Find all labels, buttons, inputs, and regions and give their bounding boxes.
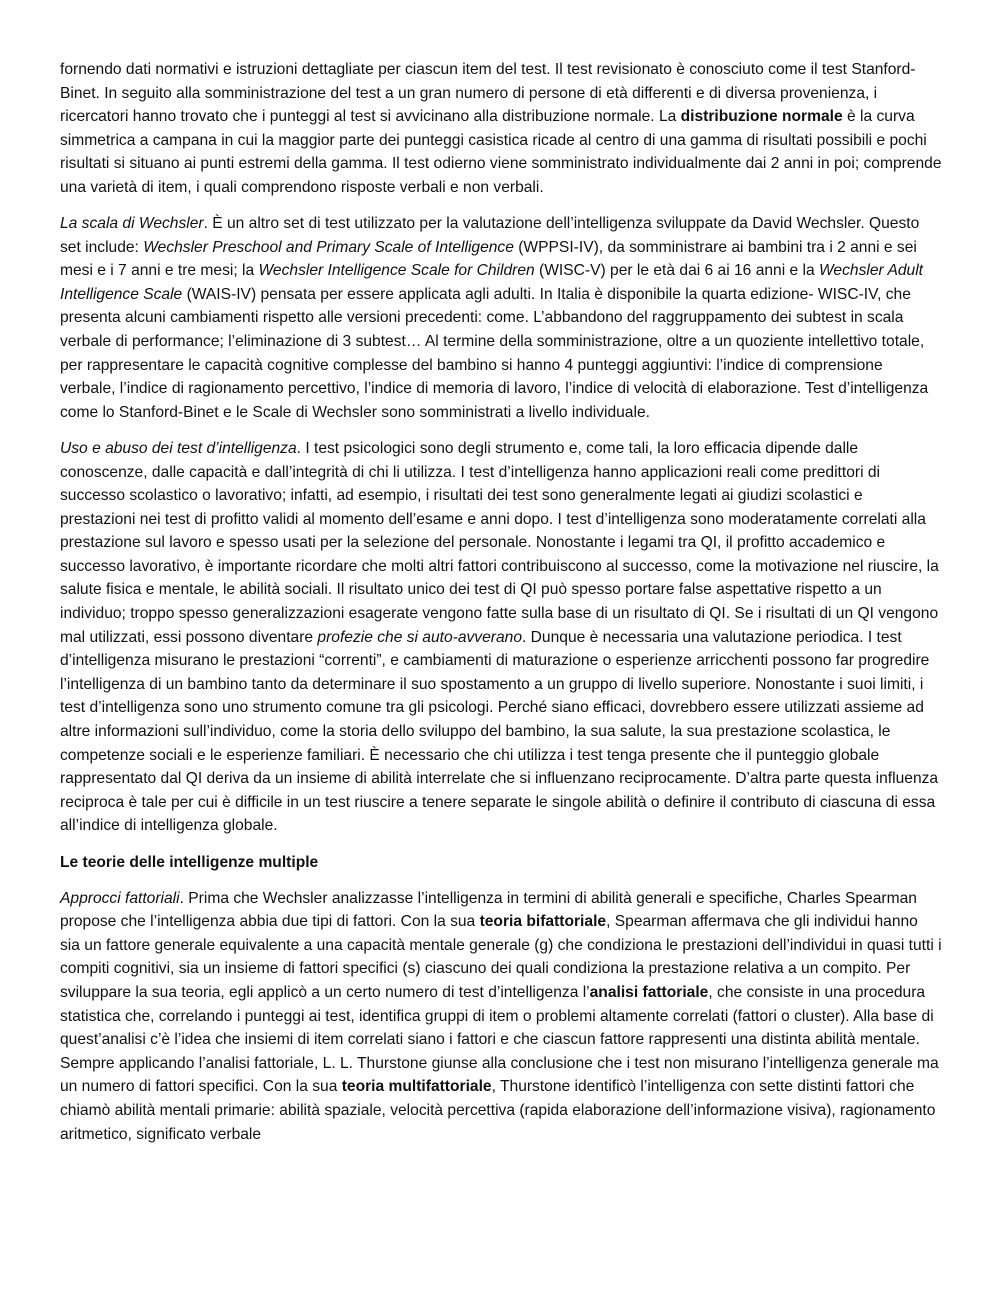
text-run: . È un altro set di test utilizzato per la valutazione dell’intelligenza sviluppate da David Wechsler. Questo set include: bbox=[60, 215, 920, 256]
italic-term: Wechsler Intelligence Scale for Children bbox=[258, 262, 535, 280]
bold-term: distribuzione normale bbox=[680, 108, 843, 126]
text-run: (WPPSI-IV), da somministrare ai bambini tra i 2 anni e sei mesi e i 7 anni e tre mesi; la bbox=[60, 238, 917, 280]
text-run: è la curva simmetrica a campana in cui la maggior parte dei punteggi casistica ricade al centro di una gamma di risultati possibili e pochi risultati si situano ai punti estremi della gamma. Il test odierno viene somministrato individualmente dai 2 anni in poi; comprende una varietà di item, i quali comprendono risposte verbali e non verbali. bbox=[60, 108, 942, 196]
italic-term: profezie che si auto-avverano bbox=[317, 628, 522, 646]
document-body bbox=[60, 58, 942, 1146]
paragraph-wechsler bbox=[60, 212, 942, 424]
text-run: . I test psicologici sono degli strumento e, come tali, la loro efficacia dipende dalle conoscenze, dalle capacità e dall’integrità di chi li utilizza. I test d’intelligenza hanno applicazioni reali come predittori di successo scolastico o lavorativo; infatti, ad esempio, i risultati dei test sono generalmente legati ai giudizi scolastici e prestazioni nei test di profitto validi al momento dell’esame e anni dopo. I test d’intelligenza sono moderatamente correlati alla prestazione sul lavoro e spesso usati per la selezione del personale. Nonostante i legami tra QI, il profitto accademico e successo lavorativo, è importante ricordare che molti altri fattori contribuiscono al successo, come la motivazione nel riuscire, la salute fisica e mentale, le abilità sociali. Il risultato unico dei test di QI può spesso portare false aspettative rispetto a un individuo; troppo spesso generalizzazioni esagerate vengono fatte sulla base di un risultato di QI. Se i risultati di un QI vengono mal utilizzati, essi possono diventare bbox=[60, 439, 939, 646]
italic-term: Wechsler Adult Intelligence Scale bbox=[60, 262, 923, 303]
text-run: . Prima che Wechsler analizzasse l’intelligenza in termini di abilità generali e specifiche, Charles Spearman propose che l’intelligenza abbia due tipi di fattori. Con la sua bbox=[60, 889, 917, 931]
section-heading-intelligenze-multiple bbox=[60, 851, 942, 875]
text-run: , che consiste in una procedura statistica che, correlando i punteggi ai test, identifica gruppi di item o problemi altamente correlati (fattori o cluster). Alla base di quest’analisi c’è l’idea che insiemi di item correlati siano i fattori e che ciascun fattore rappresenti una distinta abilità mentale. Sempre applicando l’analisi fattoriale, L. L. Thurstone giunse alla conclusione che i test non misurano l’intelligenza generale ma un numero di fattori specifici. Con la sua bbox=[60, 983, 939, 1096]
text-run: . Dunque è necessaria una valutazione periodica. I test d’intelligenza misurano le prestazioni “correnti”, e cambiamenti di maturazione o esperienze arricchenti possono far progredire l’intelligenza di un bambino tanto da determinare il suo spostamento a un gruppo di livello superiore. Nonostante i suoi limiti, i test d’intelligenza sono uno strumento comune tra gli psicologi. Perché siano efficaci, dovrebbero essere utilizzati assieme ad altre informazioni sull’individuo, come la storia dello sviluppo del bambino, la sua salute, la sua prestazione scolastica, le competenze sociali e le esperienze familiari. È necessario che chi utilizza i test tenga presente che il punteggio globale rappresentato dal QI deriva da un insieme di abilità interrelate che si influenzano reciprocamente. D’altra parte questa influenza reciproca è tale per cui è difficile in un test riuscire a tenere separate le singole abilità o definire il contributo di ciascuna di essa all’indice di intelligenza globale. bbox=[60, 628, 939, 835]
text-run: fornendo dati normativi e istruzioni dettagliate per ciascun item del test. Il test revisionato è conosciuto come il test Stanford-Binet. In seguito alla somministrazione del test a un gran numero di persone di età differenti e di diversa provenienza, i ricercatori hanno trovato che i punteggi al test si avvicinano alla distribuzione normale. La bbox=[60, 61, 916, 126]
paragraph-approcci-fattoriali bbox=[60, 887, 942, 1147]
text-run: Le teorie delle intelligenze multiple bbox=[60, 853, 319, 871]
bold-term: teoria multifattoriale bbox=[341, 1078, 492, 1096]
paragraph-stanford-binet bbox=[60, 58, 942, 200]
text-run: (WISC-V) per le età dai 6 ai 16 anni e la bbox=[534, 262, 819, 280]
bold-term: teoria bifattoriale bbox=[479, 913, 607, 931]
text-run: , Spearman affermava che gli individui hanno sia un fattore generale equivalente a una capacità mentale generale (g) che condiziona le prestazioni dell’individui in quasi tutti i compiti cognitivi, sia un insieme di fattori specifici (s) ciascuno dei quali condiziona la prestazione relativa a un compito. Per sviluppare la sua teoria, egli applicò a un certo numero di test d’intelligenza l’ bbox=[60, 913, 942, 1001]
italic-term: Uso e abuso dei test d’intelligenza bbox=[60, 439, 297, 457]
paragraph-uso-abuso bbox=[60, 437, 942, 838]
italic-term: Approcci fattoriali bbox=[60, 889, 180, 907]
bold-term: analisi fattoriale bbox=[589, 983, 709, 1001]
text-run: (WAIS-IV) pensata per essere applicata agli adulti. In Italia è disponibile la quarta edizione- WISC-IV, che presenta alcuni cambiamenti rispetto alle versioni precedenti: come. L’abbandono del raggruppamento dei subtest in scala verbale di performance; l’eliminazione di 3 subtest… Al termine della somministrazione, oltre a un quoziente intellettivo totale, per rappresentare le capacità cognitive complesse del bambino si hanno 4 punteggi aggiuntivi: l’indice di comprensione verbale, l’indice di ragionamento percettivo, l’indice di memoria di lavoro, l’indice di velocità di elaborazione. Test d’intelligenza come lo Stanford-Binet e le Scale di Wechsler sono somministrati a livello individuale. bbox=[60, 285, 929, 421]
italic-term: La scala di Wechsler bbox=[60, 215, 204, 233]
italic-term: Wechsler Preschool and Primary Scale of Intelligence bbox=[143, 238, 514, 256]
text-run: , Thurstone identificò l’intelligenza con sette distinti fattori che chiamò abilità mentali primarie: abilità spaziale, velocità percettiva (rapida elaborazione dell’informazione visiva), ragionamento aritmetico, significato verbale bbox=[60, 1078, 936, 1143]
